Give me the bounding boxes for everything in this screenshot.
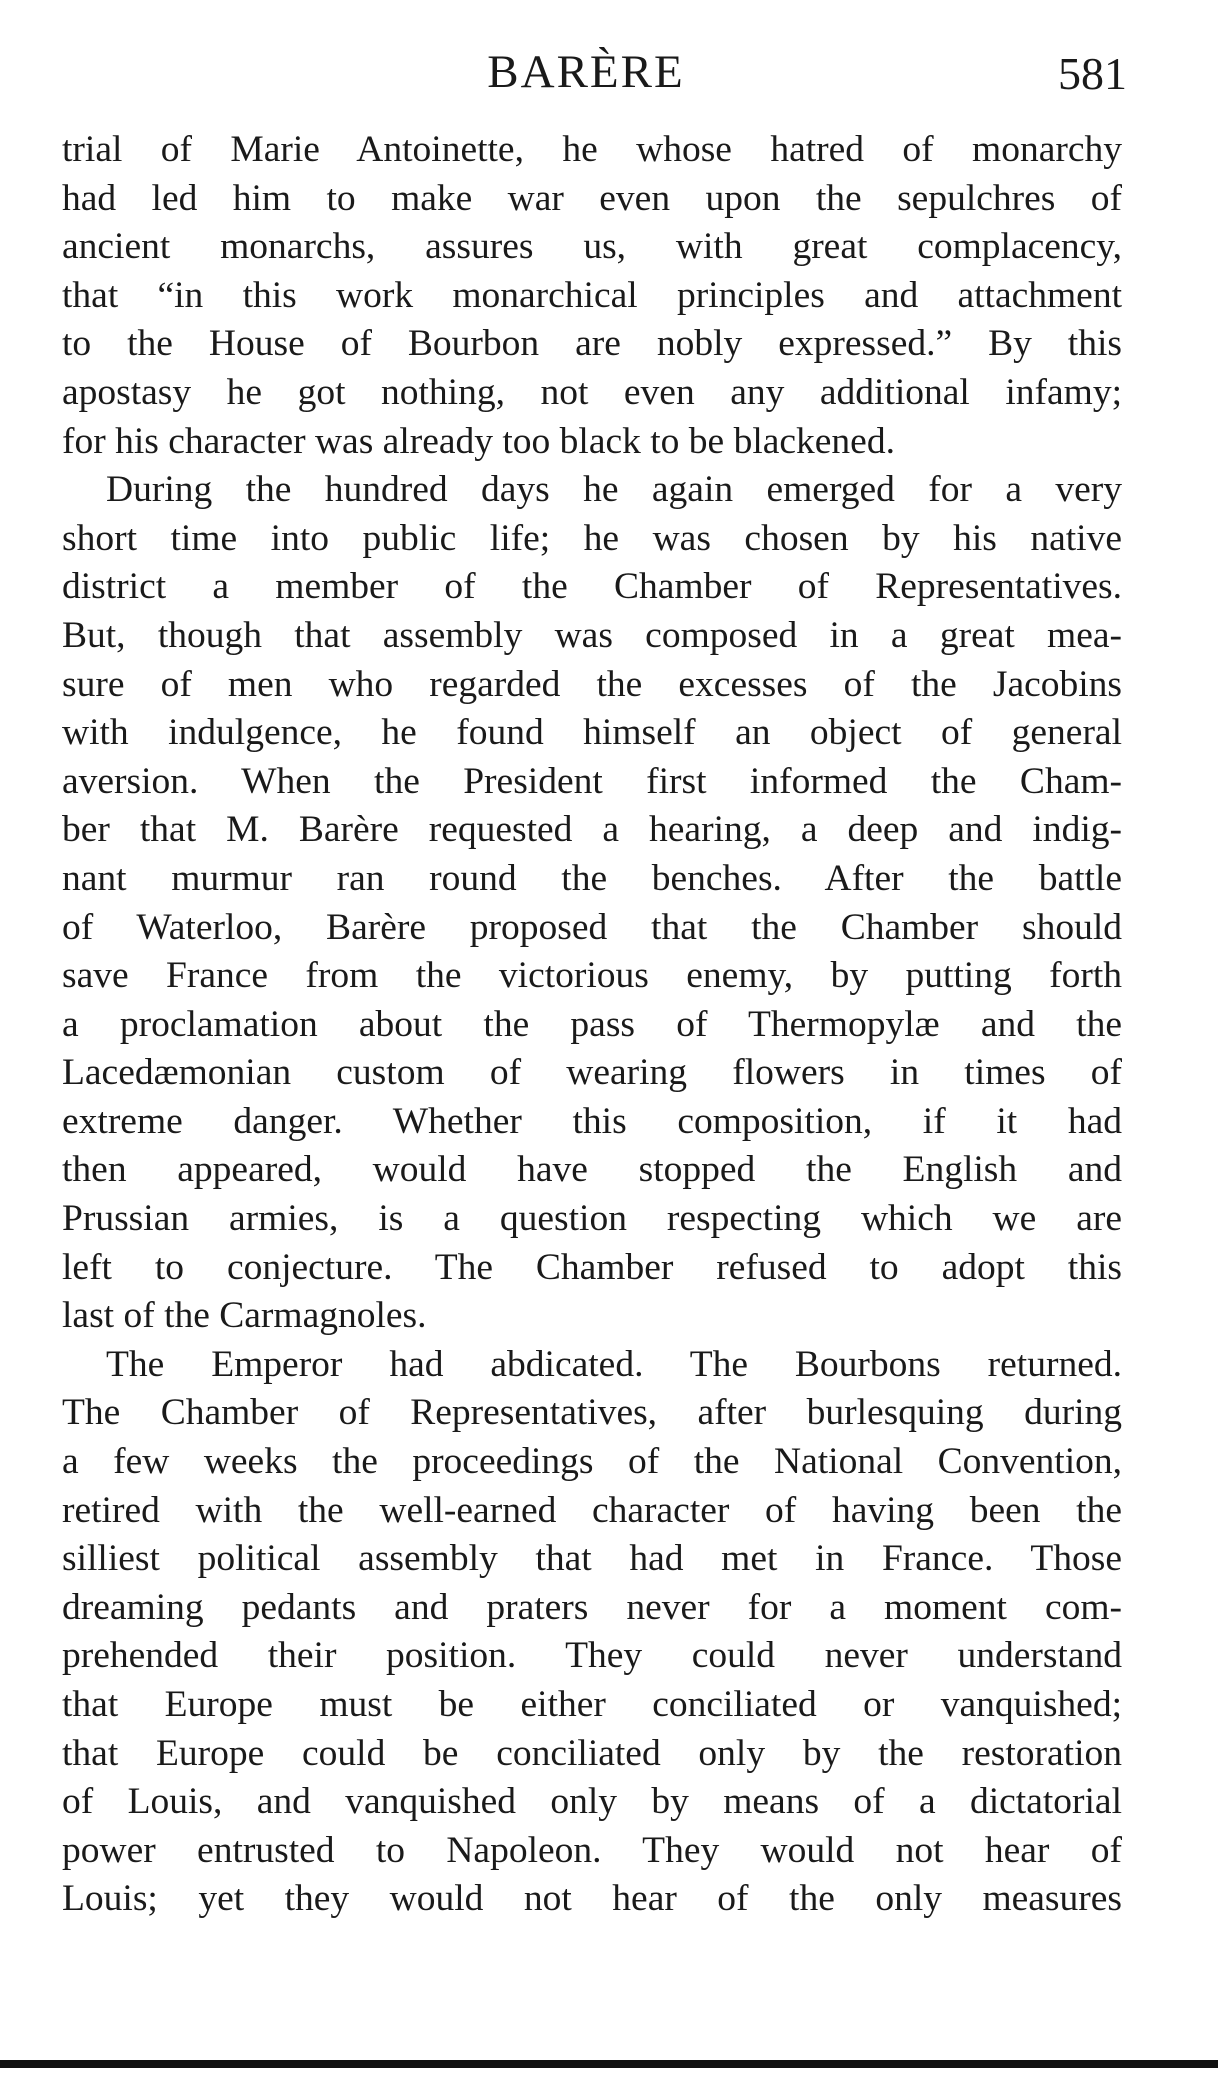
text-line: power entrusted to Napoleon. They would not hear of (62, 1829, 1122, 1871)
text-line: sure of men who regarded the excesses of the Jacobins (62, 663, 1122, 705)
text-line: Prussian armies, is a question respecting which we are (62, 1198, 1122, 1240)
text-line: But, though that assembly was composed in a great mea- (62, 614, 1122, 656)
text-line: with indulgence, he found himself an object of general (62, 712, 1122, 754)
text-line: nant murmur ran round the benches. After the battle (62, 857, 1122, 899)
text-line: to the House of Bourbon are nobly expressed.” By this (62, 323, 1122, 365)
text-line: for his character was already too black to be blackened. (62, 420, 895, 462)
body-text (62, 126, 1122, 1924)
text-line: last of the Carmagnoles. (62, 1295, 427, 1337)
text-line: ber that M. Barère requested a hearing, a deep and indig- (62, 809, 1122, 851)
text-line: then appeared, would have stopped the English and (62, 1149, 1122, 1191)
text-line: The Chamber of Representatives, after burlesquing during (62, 1392, 1122, 1434)
text-line: prehended their position. They could never understand (62, 1635, 1122, 1677)
text-line: had led him to make war even upon the sepulchres of (62, 177, 1122, 219)
scan-edge-rule (0, 2060, 1218, 2068)
text-line: ancient monarchs, assures us, with great complacency, (62, 226, 1122, 268)
text-line: Lacedæmonian custom of wearing flowers in times of (62, 1052, 1122, 1094)
paragraph-first-line: During the hundred days he again emerged for a very (106, 469, 1122, 511)
text-line: extreme danger. Whether this composition, if it had (62, 1100, 1122, 1142)
paragraph-first-line: The Emperor had abdicated. The Bourbons returned. (106, 1343, 1122, 1385)
text-line: apostasy he got nothing, not even any additional infamy; (62, 371, 1122, 413)
text-line: short time into public life; he was chosen by his native (62, 517, 1122, 559)
running-title: BARÈRE (487, 46, 685, 98)
text-line: silliest political assembly that had met in France. Those (62, 1538, 1122, 1580)
text-line: a few weeks the proceedings of the National Convention, (62, 1441, 1122, 1483)
text-line: save France from the victorious enemy, by putting forth (62, 955, 1122, 997)
text-line: a proclamation about the pass of Thermopylæ and the (62, 1003, 1122, 1045)
text-line: aversion. When the President first informed the Cham- (62, 760, 1122, 802)
text-line: that Europe must be either conciliated or vanquished; (62, 1684, 1122, 1725)
text-line: Louis; yet they would not hear of the only measures (62, 1878, 1122, 1920)
text-line: that Europe could be conciliated only by the restoration (62, 1732, 1122, 1774)
text-line: that “in this work monarchical principles and attachment (62, 274, 1122, 316)
page-number: 581 (1058, 48, 1127, 99)
text-line: left to conjecture. The Chamber refused to adopt this (62, 1246, 1122, 1288)
text-line: of Waterloo, Barère proposed that the Chamber should (62, 906, 1122, 948)
text-line: district a member of the Chamber of Representatives. (62, 566, 1122, 608)
text-line: retired with the well-earned character of having been the (62, 1489, 1122, 1531)
text-line: of Louis, and vanquished only by means of a dictatorial (62, 1781, 1122, 1823)
text-line: trial of Marie Antoinette, he whose hatred of monarchy (62, 129, 1122, 170)
text-line: dreaming pedants and praters never for a moment com- (62, 1586, 1122, 1628)
